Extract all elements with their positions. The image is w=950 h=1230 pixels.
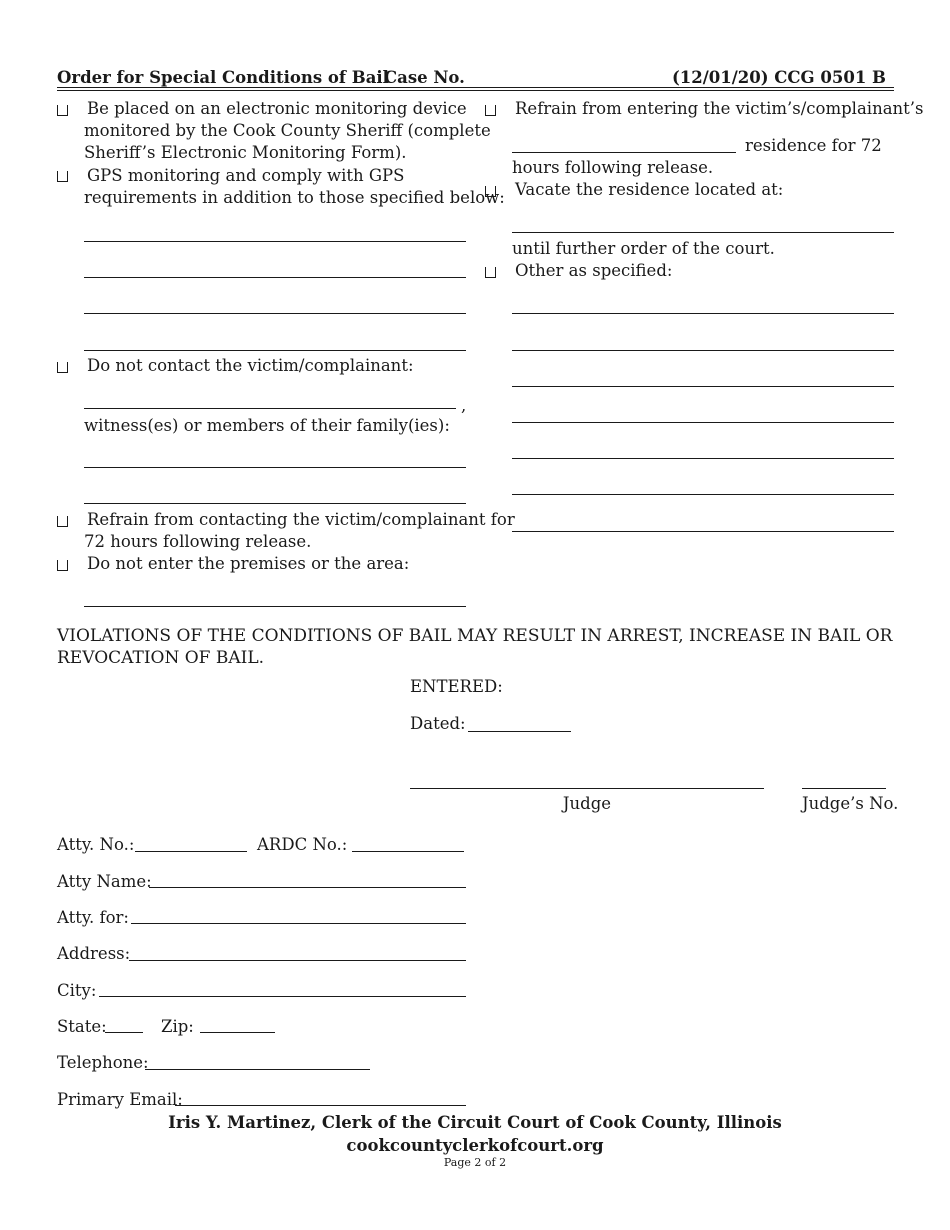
comma-mark: , (461, 396, 467, 415)
address-field[interactable] (129, 960, 466, 961)
other-field-4[interactable] (512, 422, 894, 423)
other-field-2[interactable] (512, 350, 894, 351)
gps-requirements-field-3[interactable] (84, 313, 466, 314)
violation-warning-line1: VIOLATIONS OF THE CONDITIONS OF BAIL MAY RESULT IN ARREST, INCREASE IN BAIL OR (57, 626, 893, 646)
checkbox-vacate-residence[interactable] (485, 186, 496, 197)
telephone-label: Telephone: (57, 1053, 149, 1072)
email-field[interactable] (175, 1105, 466, 1106)
other-field-1[interactable] (512, 313, 894, 314)
no-contact-label: Do not contact the victim/complainant: (87, 356, 414, 375)
other-field-3[interactable] (512, 386, 894, 387)
judge-number-label: Judge’s No. (802, 794, 899, 813)
violation-warning-line2: REVOCATION OF BAIL. (57, 648, 265, 668)
state-label: State: (57, 1017, 107, 1036)
clerk-name: Iris Y. Martinez, Clerk of the Circuit Court of Cook County, Illinois (168, 1113, 782, 1132)
form-code: (12/01/20) CCG 0501 B (671, 68, 886, 87)
form-title: Order for Special Conditions of Bail (57, 68, 389, 87)
checkbox-no-premises[interactable] (57, 560, 68, 571)
victim-name-field[interactable] (84, 408, 456, 409)
other-field-6[interactable] (512, 494, 894, 495)
address-label: Address: (57, 944, 131, 963)
entered-label: ENTERED: (410, 677, 503, 696)
atty-for-field[interactable] (131, 923, 466, 924)
refrain-contact-line2: 72 hours following release. (84, 532, 312, 551)
em-text-line3: Sheriff’s Electronic Monitoring Form). (84, 143, 407, 162)
witness-field-2[interactable] (84, 503, 466, 504)
other-field-7[interactable] (512, 531, 894, 532)
header-rule-top (57, 87, 894, 88)
vacate-address-field[interactable] (512, 232, 894, 233)
city-field[interactable] (99, 996, 466, 997)
gps-text-line2: requirements in addition to those specified below: (84, 188, 505, 207)
atty-name-field[interactable] (149, 887, 466, 888)
gps-requirements-field-4[interactable] (84, 350, 466, 351)
dated-field[interactable] (468, 731, 571, 732)
other-field-5[interactable] (512, 458, 894, 459)
em-text-line1: Be placed on an electronic monitoring device (87, 99, 467, 118)
witness-field-1[interactable] (84, 467, 466, 468)
dated-label: Dated: (410, 714, 466, 733)
hours-following-text: hours following release. (512, 158, 714, 177)
atty-name-label: Atty Name: (57, 872, 152, 891)
atty-no-field[interactable] (135, 851, 247, 852)
gps-requirements-field-1[interactable] (84, 241, 466, 242)
refrain-residence-line1: Refrain from entering the victim’s/complainant’s (515, 99, 924, 118)
checkbox-gps-monitoring[interactable] (57, 171, 68, 182)
checkbox-other[interactable] (485, 267, 496, 278)
vacate-label: Vacate the residence located at: (515, 180, 784, 199)
ardc-no-label: ARDC No.: (257, 835, 348, 854)
state-field[interactable] (105, 1032, 143, 1033)
refrain-contact-line1: Refrain from contacting the victim/complainant for (87, 510, 515, 529)
checkbox-refrain-contact-72h[interactable] (57, 516, 68, 527)
premises-field[interactable] (84, 606, 466, 607)
judge-signature-field[interactable] (410, 788, 764, 789)
page-number: Page 2 of 2 (443, 1156, 507, 1169)
judge-number-field[interactable] (802, 788, 886, 789)
judge-label: Judge (562, 794, 612, 813)
checkbox-electronic-monitoring[interactable] (57, 105, 68, 116)
case-number-label: Case No. (384, 68, 465, 87)
witness-label: witness(es) or members of their family(ies): (84, 416, 450, 435)
em-text-line2: monitored by the Cook County Sheriff (complete (84, 121, 491, 140)
checkbox-refrain-residence[interactable] (485, 105, 496, 116)
zip-field[interactable] (200, 1032, 275, 1033)
residence-for-text: residence for 72 (745, 136, 882, 155)
city-label: City: (57, 981, 97, 1000)
victim-residence-field[interactable] (512, 152, 736, 153)
gps-text-line1: GPS monitoring and comply with GPS (87, 166, 405, 185)
other-label: Other as specified: (515, 261, 673, 280)
ardc-no-field[interactable] (352, 851, 464, 852)
header-rule-bottom (57, 90, 894, 91)
email-label: Primary Email: (57, 1090, 183, 1109)
atty-no-label: Atty. No.: (57, 835, 135, 854)
checkbox-no-contact[interactable] (57, 362, 68, 373)
clerk-website: cookcountyclerkofcourt.org (346, 1136, 604, 1155)
gps-requirements-field-2[interactable] (84, 277, 466, 278)
telephone-field[interactable] (145, 1069, 370, 1070)
until-further-text: until further order of the court. (512, 239, 775, 258)
zip-label: Zip: (161, 1017, 194, 1036)
premises-label: Do not enter the premises or the area: (87, 554, 410, 573)
atty-for-label: Atty. for: (57, 908, 129, 927)
